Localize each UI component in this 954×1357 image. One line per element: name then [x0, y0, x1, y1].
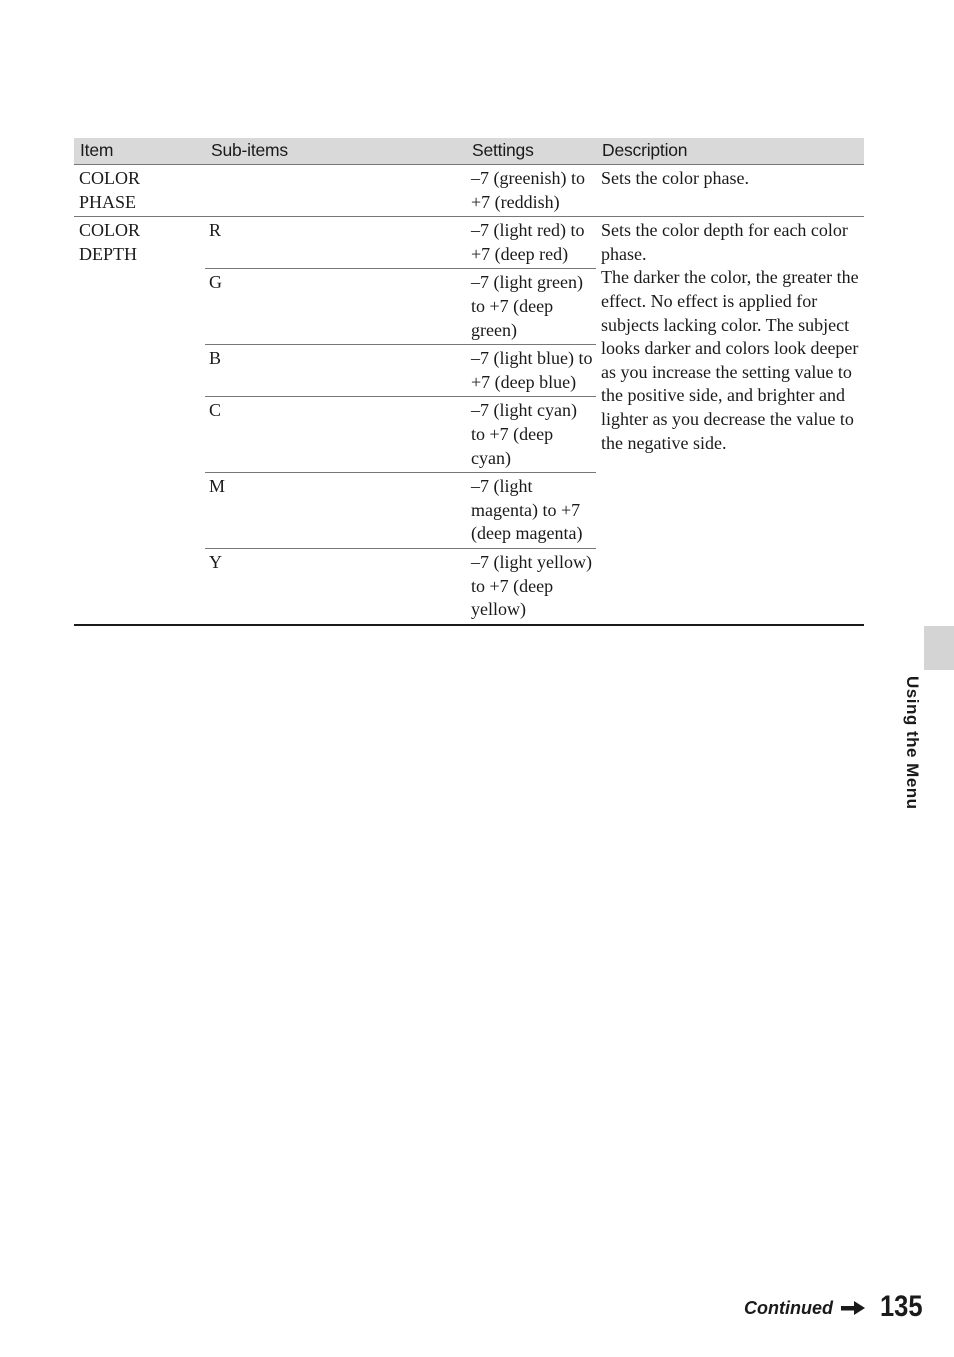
- table-bottom-rule: [74, 624, 864, 626]
- settings-c: –7 (light cyan) to +7 (deep cyan): [466, 397, 596, 473]
- settings-b: –7 (light blue) to +7 (deep blue): [466, 345, 596, 397]
- subitem-r: R: [205, 217, 466, 269]
- right-arrow-icon: [841, 1301, 865, 1315]
- item-color-depth: COLOR DEPTH: [79, 220, 141, 264]
- description-color-depth-line1: Sets the color depth for each color phase.: [601, 220, 848, 264]
- header-subitems: Sub-items: [205, 138, 466, 165]
- page-number: 135: [880, 1290, 923, 1323]
- section-tab-marker: [924, 626, 954, 670]
- description-color-phase: Sets the color phase.: [596, 165, 864, 217]
- description-color-depth-line2: The darker the color, the greater the effect. No effect is applied for subjects lacking color. The subject looks darker and colors look deeper as you increase the setting value to the positive side, and brighter and lighter as you decrease the value to the negative side.: [601, 267, 859, 453]
- description-color-depth: [596, 217, 864, 624]
- header-description: Description: [596, 138, 864, 165]
- settings-r: –7 (light red) to +7 (deep red): [466, 217, 596, 269]
- subitem-c: C: [205, 397, 466, 473]
- subitem-m: M: [205, 473, 466, 549]
- subitem-empty: [205, 165, 466, 217]
- table-header-row: [74, 138, 864, 165]
- table-row-color-phase: [74, 165, 864, 217]
- header-item: Item: [74, 138, 205, 165]
- settings-g: –7 (light green) to +7 (deep green): [466, 269, 596, 345]
- settings-y: –7 (light yellow) to +7 (deep yellow): [471, 551, 592, 620]
- settings-m: –7 (light magenta) to +7 (deep magenta): [466, 473, 596, 549]
- settings-table: [74, 138, 864, 624]
- subitem-b: B: [205, 345, 466, 397]
- settings-table-wrapper: [74, 138, 864, 624]
- item-color-phase: COLOR PHASE: [74, 165, 205, 217]
- subitem-y: Y: [209, 551, 222, 572]
- settings-color-phase: –7 (greenish) to +7 (reddish): [466, 165, 596, 217]
- subitem-g: G: [205, 269, 466, 345]
- table-row-color-depth-r: [74, 217, 864, 269]
- continued-label: Continued: [744, 1298, 833, 1318]
- page-footer: [700, 1290, 930, 1330]
- section-side-label: Using the Menu: [903, 676, 922, 810]
- header-settings: Settings: [466, 138, 596, 165]
